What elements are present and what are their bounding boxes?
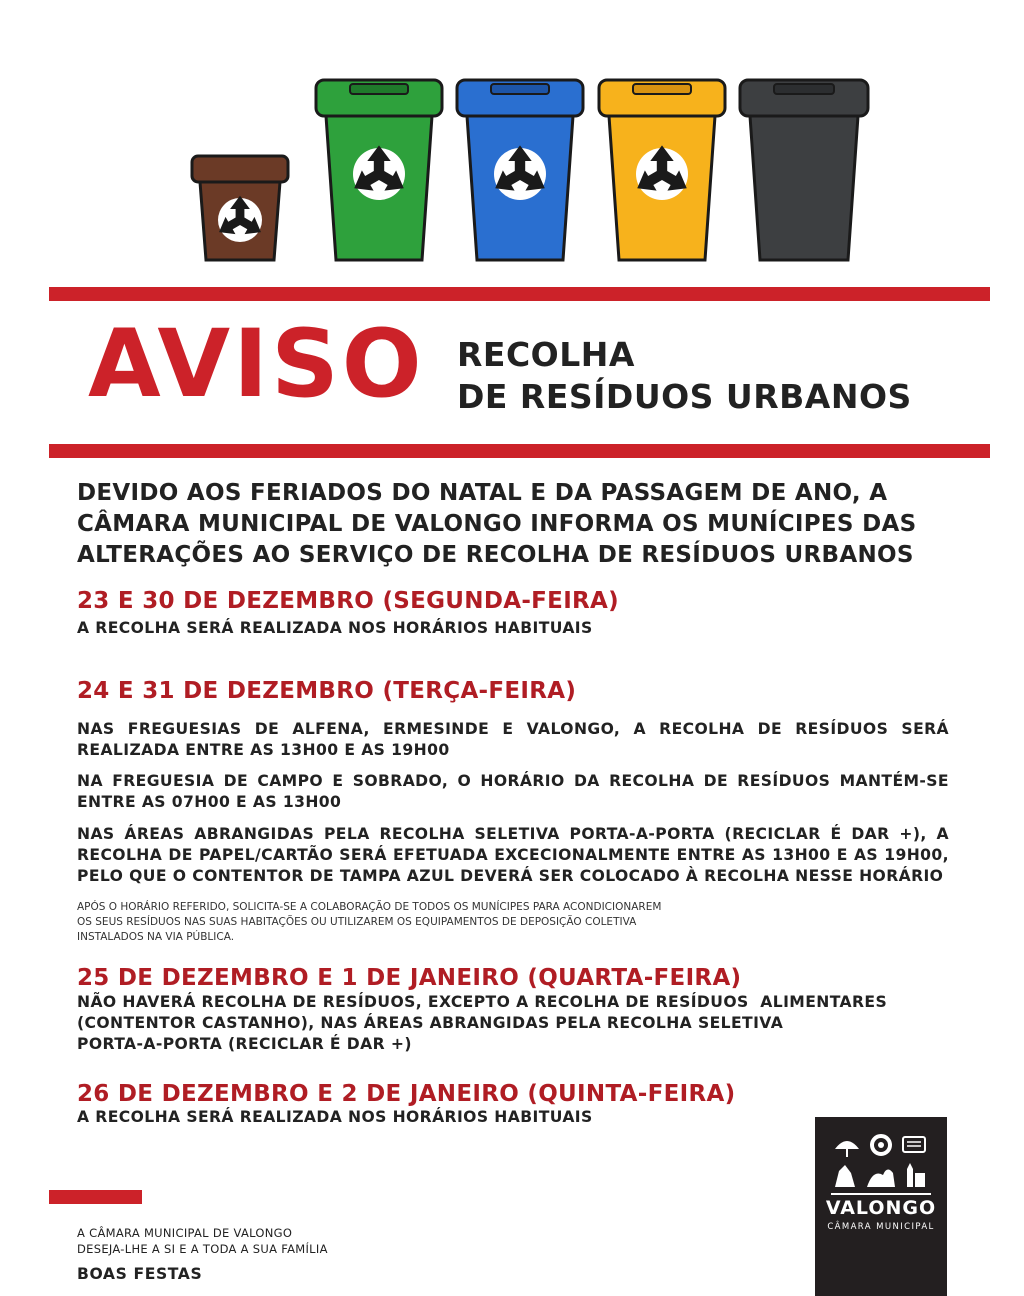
intro-line: ALTERAÇÕES AO SERVIÇO DE RECOLHA DE RESÍDUOS URBANOS [77, 542, 914, 568]
notice-subtitle [457, 334, 912, 418]
logo-subtitle: CÂMARA MUNICIPAL [827, 1222, 935, 1232]
valongo-logo [815, 1117, 947, 1296]
text-line: (CONTENTOR CASTANHO), NAS ÁREAS ABRANGIDAS PELA RECOLHA SELETIVA [77, 1014, 784, 1032]
subtitle-line: RECOLHA [457, 335, 635, 374]
intro-line: DEVIDO AOS FERIADOS DO NATAL E DA PASSAGEM DE ANO, A [77, 480, 888, 506]
top-divider [49, 287, 990, 301]
note-line: APÓS O HORÁRIO REFERIDO, SOLICITA-SE A COLABORAÇÃO DE TODOS OS MUNÍCIPES PARA ACONDICIONAREM [77, 901, 662, 913]
intro-text [77, 478, 957, 571]
header-divider [49, 444, 990, 458]
section-heading: 25 DE DEZEMBRO E 1 DE JANEIRO (QUARTA-FEIRA) [77, 965, 742, 991]
waste-bins-illustration [180, 70, 880, 270]
yellow-bin-icon [599, 80, 725, 260]
section-heading: 23 E 30 DE DEZEMBRO (SEGUNDA-FEIRA) [77, 588, 619, 614]
text-line: PORTA-A-PORTA (RECICLAR É DAR +) [77, 1035, 412, 1053]
footer-divider [49, 1190, 142, 1204]
logo-title: VALONGO [825, 1197, 937, 1219]
footer-line: A CÂMARA MUNICIPAL DE VALONGO [77, 1226, 293, 1240]
grey-bin-icon [740, 80, 868, 260]
note-line: INSTALADOS NA VIA PÚBLICA. [77, 931, 235, 943]
section-heading: 26 DE DEZEMBRO E 2 DE JANEIRO (QUINTA-FEIRA) [77, 1081, 736, 1107]
intro-line: CÂMARA MUNICIPAL DE VALONGO INFORMA OS MUNÍCIPES DAS [77, 511, 917, 537]
text-line: NÃO HAVERÁ RECOLHA DE RESÍDUOS, EXCEPTO A RECOLHA DE RESÍDUOS ALIMENTARES [77, 993, 888, 1011]
footer-line: DESEJA-LHE A SI E A TODA A SUA FAMÍLIA [77, 1242, 328, 1256]
notice-title: AVISO [88, 310, 425, 419]
section-paragraph: NA FREGUESIA DE CAMPO E SOBRADO, O HORÁRIO DA RECOLHA DE RESÍDUOS MANTÉM-SE ENTRE AS 07H00 E AS 13H00 [77, 772, 949, 811]
section-text: A RECOLHA SERÁ REALIZADA NOS HORÁRIOS HABITUAIS [77, 1108, 593, 1126]
logo-emblem-icon [829, 1129, 933, 1191]
section-paragraph: NAS ÁREAS ABRANGIDAS PELA RECOLHA SELETIVA PORTA-A-PORTA (RECICLAR É DAR +), A RECOLHA DE PAPEL/CARTÃO SERÁ EFETUADA EXCECIONALMENTE ENTRE AS 13H00 E AS 19H00, PELO QUE O CONTENTOR DE TAMPA AZUL DEVERÁ SER COLOCADO À RECOLHA NESSE HORÁRIO [77, 825, 949, 885]
green-bin-icon [316, 80, 442, 260]
footer-greeting: BOAS FESTAS [77, 1265, 203, 1283]
subtitle-line: DE RESÍDUOS URBANOS [457, 377, 912, 416]
section-note [77, 900, 757, 945]
section-paragraph: NAS FREGUESIAS DE ALFENA, ERMESINDE E VALONGO, A RECOLHA DE RESÍDUOS SERÁ REALIZADA ENTRE AS 13H00 E AS 19H00 [77, 720, 949, 759]
section-text [77, 992, 949, 1055]
brown-bin-icon [192, 156, 288, 260]
blue-bin-icon [457, 80, 583, 260]
section-heading: 24 E 31 DE DEZEMBRO (TERÇA-FEIRA) [77, 678, 577, 704]
note-line: OS SEUS RESÍDUOS NAS SUAS HABITAÇÕES OU UTILIZAREM OS EQUIPAMENTOS DE DEPOSIÇÃO COLETIVA [77, 916, 637, 928]
logo-rule [831, 1193, 931, 1195]
section-text: A RECOLHA SERÁ REALIZADA NOS HORÁRIOS HABITUAIS [77, 619, 593, 637]
